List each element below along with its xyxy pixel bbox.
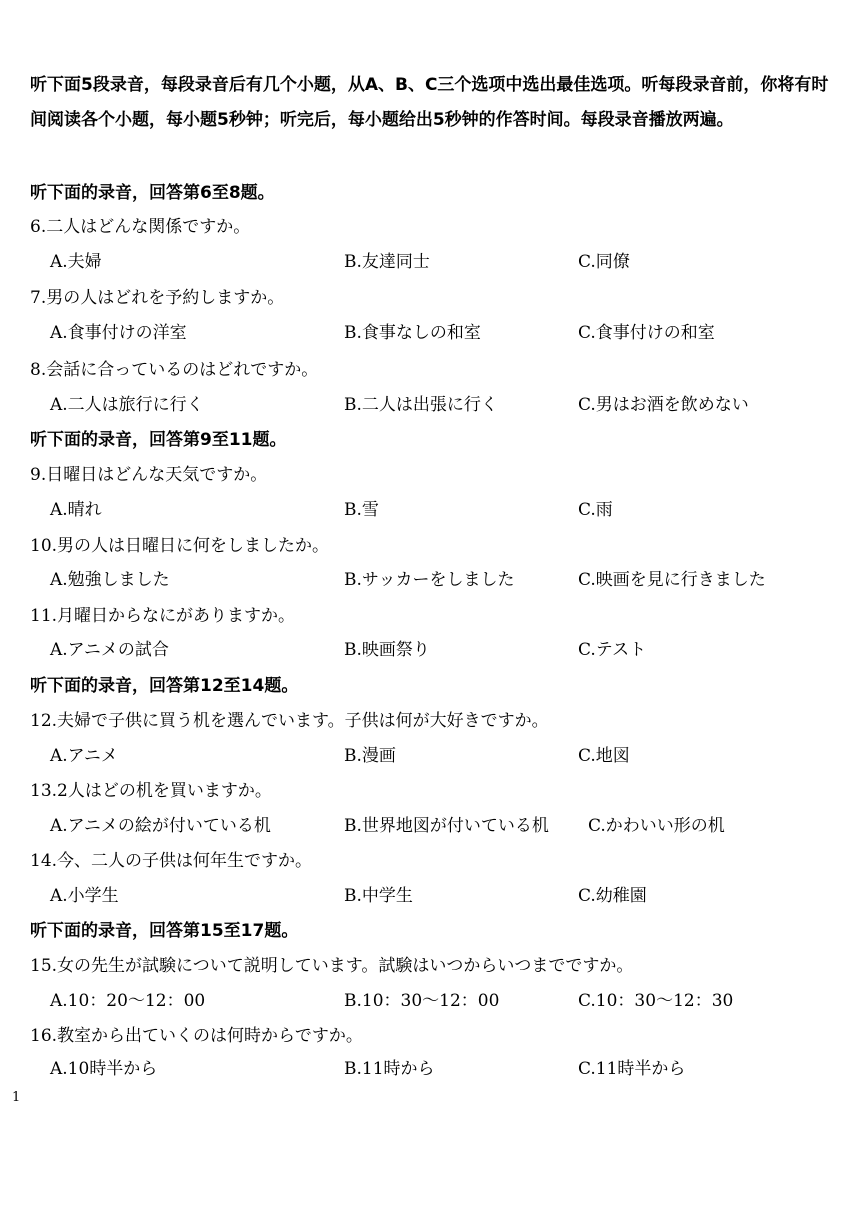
section-heading-12-14: 听下面的录音，回答第12至14题。 (30, 676, 299, 696)
question-8: 8.会話に合っているのはどれですか。 (30, 360, 319, 380)
question-8-option-c[interactable]: C.男はお酒を飲めない (578, 395, 749, 415)
question-10-option-a[interactable]: A.勉強しました (50, 570, 170, 590)
page-number: 1 (12, 1090, 21, 1105)
question-10: 10.男の人は日曜日に何をしましたか。 (30, 536, 330, 556)
question-15-options (30, 986, 840, 1016)
question-7-option-b[interactable]: B.食事なしの和室 (344, 323, 481, 343)
question-11-option-b[interactable]: B.映画祭り (344, 640, 430, 660)
question-12-option-a[interactable]: A.アニメ (50, 746, 118, 766)
listening-instructions: 听下面5段录音，每段录音后有几个小题，从A、B、C三个选项中选出最佳选项。听每段录音前，你将有时间阅读各个小题，每小题5秒钟；听完后，每小题给出5秒钟的作答时间。每段录音播放两遍。 (30, 75, 829, 130)
question-8-option-b[interactable]: B.二人は出張に行く (344, 395, 498, 415)
question-13: 13.2人はどの机を買いますか。 (30, 781, 272, 801)
question-16-option-a[interactable]: A.10時半から (50, 1059, 158, 1079)
section-heading-15-17: 听下面的录音，回答第15至17题。 (30, 921, 299, 941)
question-13-options (30, 811, 840, 841)
question-8-option-a[interactable]: A.二人は旅行に行く (50, 395, 204, 415)
question-14-option-c[interactable]: C.幼稚園 (578, 886, 647, 906)
question-9-option-a[interactable]: A.晴れ (50, 500, 102, 520)
question-11: 11.月曜日からなにがありますか。 (30, 606, 296, 626)
question-13-option-a[interactable]: A.アニメの絵が付いている机 (50, 816, 271, 836)
question-15: 15.女の先生が試験について説明しています。試験はいつからいつまでですか。 (30, 956, 634, 976)
question-15-option-c[interactable]: C.10：30～12：30 (578, 991, 734, 1011)
question-6-options (30, 247, 840, 277)
question-9-option-c[interactable]: C.雨 (578, 500, 613, 520)
question-7: 7.男の人はどれを予約しますか。 (30, 288, 285, 308)
question-8-options (30, 390, 840, 420)
question-6-option-b[interactable]: B.友達同士 (344, 252, 430, 272)
question-9-options (30, 495, 840, 525)
question-12: 12.夫婦で子供に買う机を選んでいます。子供は何が大好きですか。 (30, 711, 549, 731)
question-13-option-b[interactable]: B.世界地図が付いている机 (344, 816, 549, 836)
question-7-options (30, 318, 840, 348)
question-14-options (30, 881, 840, 911)
question-12-options (30, 741, 840, 771)
question-6-option-a[interactable]: A.夫婦 (50, 252, 102, 272)
question-13-option-c[interactable]: C.かわいい形の机 (588, 816, 725, 836)
question-11-options (30, 635, 840, 665)
question-15-option-a[interactable]: A.10：20～12：00 (50, 991, 206, 1011)
question-11-option-a[interactable]: A.アニメの試合 (50, 640, 169, 660)
question-14: 14.今、二人の子供は何年生ですか。 (30, 851, 313, 871)
question-6-option-c[interactable]: C.同僚 (578, 252, 630, 272)
question-9-option-b[interactable]: B.雪 (344, 500, 379, 520)
question-10-option-c[interactable]: C.映画を見に行きました (578, 570, 766, 590)
question-12-option-b[interactable]: B.漫画 (344, 746, 396, 766)
question-15-option-b[interactable]: B.10：30～12：00 (344, 991, 500, 1011)
question-12-option-c[interactable]: C.地図 (578, 746, 630, 766)
question-16: 16.教室から出ていくのは何時からですか。 (30, 1026, 363, 1046)
question-6: 6.二人はどんな関係ですか。 (30, 217, 251, 237)
question-9: 9.日曜日はどんな天気ですか。 (30, 465, 268, 485)
section-heading-9-11: 听下面的录音，回答第9至11题。 (30, 430, 287, 450)
question-16-options (30, 1054, 840, 1084)
question-14-option-b[interactable]: B.中学生 (344, 886, 413, 906)
section-heading-6-8: 听下面的录音，回答第6至8题。 (30, 183, 275, 203)
question-10-option-b[interactable]: B.サッカーをしました (344, 570, 515, 590)
question-16-option-c[interactable]: C.11時半から (578, 1059, 686, 1079)
question-14-option-a[interactable]: A.小学生 (50, 886, 119, 906)
question-10-options (30, 565, 840, 595)
question-16-option-b[interactable]: B.11時から (344, 1059, 435, 1079)
question-7-option-a[interactable]: A.食事付けの洋室 (50, 323, 187, 343)
question-11-option-c[interactable]: C.テスト (578, 640, 647, 660)
question-7-option-c[interactable]: C.食事付けの和室 (578, 323, 715, 343)
